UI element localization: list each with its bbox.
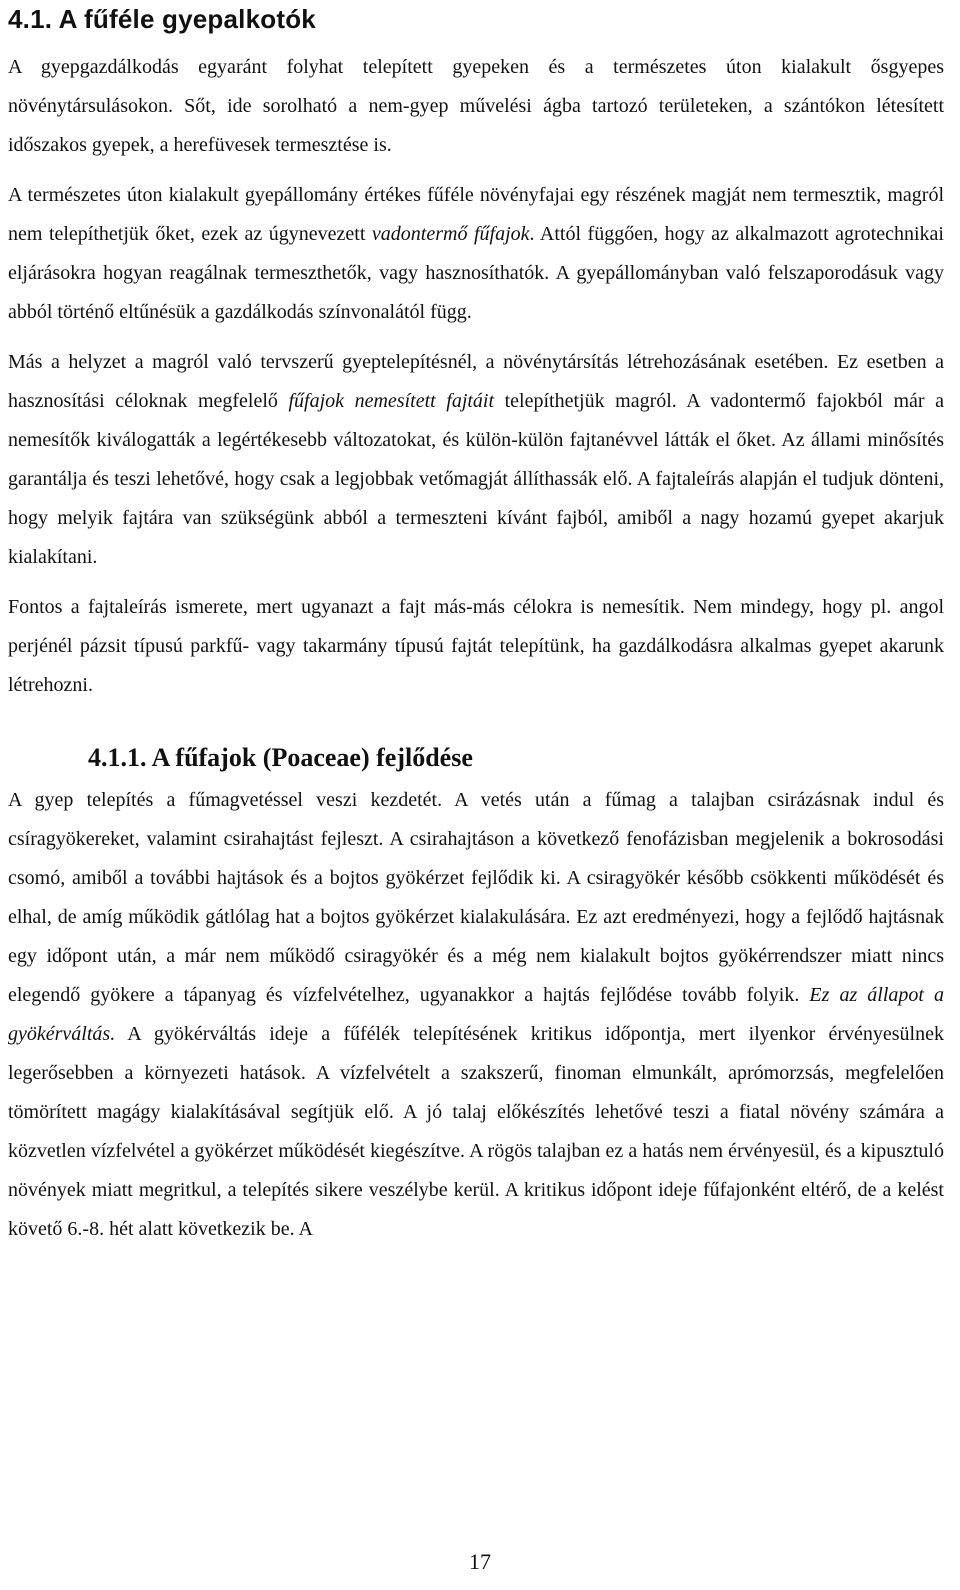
term-root-change: Ez az állapot a gyökérváltás. bbox=[8, 984, 945, 1045]
subsection-heading: 4.1.1. A fűfajok (Poaceae) fejlődése bbox=[88, 743, 473, 772]
paragraph-intro: A gyepgazdálkodás egyaránt folyhat telepített gyepeken és a természetes úton kialakult ősgyepes növénytársulásokon. Sőt, ide sorolható a nem-gyep művelési ágba tartozó területeken, a szántókon létesített időszakos gyepek, a herefüvesek termesztése is. bbox=[8, 56, 944, 156]
text-run: A gyep telepítés a fűmagvetéssel veszi kezdetét. A vetés után a fűmag a talajban csirázásnak indul és csíragyökereket, valamint csirahajtást fejleszt. A csirahajtáson a következő fenofázisban megjelenik a bokrosodási csomó, amiből a további hajtások és a bojtos gyökérzet fejlődik ki. A csiragyökér később csökkenti működését és elhal, de amíg működik gátlólag hat a bojtos gyökérzet kialakulására. Ez azt eredményezi, hogy a fejlődő hajtásnak egy időpont után, a már nem működő csiragyökér és a még nem kialakult bojtos gyökérrendszer miatt nincs elegendő gyökere a tápanyag és vízfelvételhez, ugyanakkor a hajtás fejlődése tovább folyik. bbox=[8, 789, 944, 1006]
paragraph-development bbox=[8, 781, 944, 1249]
term-wild-grasses: vadontermő fűfajok bbox=[371, 223, 530, 245]
paragraph-variety-description: Fontos a fajtaleírás ismerete, mert ugyanazt a fajt más-más célokra is nemesítik. Nem mindegy, hogy pl. angol perjénél pázsit típusú parkfű- vagy takarmány típusú fajtát telepítünk, ha gazdálkodásra alkalmas gyepet akarunk létrehozni. bbox=[8, 596, 944, 696]
section-heading: 4.1. A fűféle gyepalkotók bbox=[8, 4, 316, 34]
text-run: telepíthetjük magról. A vadontermő fajokból már a nemesítők kiválogatták a legértékesebb változatokat, és külön-külön fajtanévvel látták el őket. Az állami minősítés garantálja és teszi lehetővé, hogy csak a legjobbak vetőmagját állíthassák elő. A fajtaleírás alapján el tudjuk dönteni, hogy melyik fajtára van szükségünk abból a termeszteni kívánt fajból, amiből a nagy hozamú gyepet akarjuk kialakítani. bbox=[8, 390, 944, 568]
text-run: . Attól függően, hogy az alkalmazott agrotechnikai eljárásokra hogyan reagálnak termeszthetők, vagy hasznosíthatók. A gyepállományban való felszaporodásuk vagy abból történő eltűnésük a gazdálkodás színvonalától függ. bbox=[8, 223, 944, 323]
paragraph-bred-varieties bbox=[8, 343, 944, 577]
text-run: A gyökérváltás ideje a fűfélék telepítésének kritikus időpontja, mert ilyenkor érvényesülnek legerősebben a környezeti hatások. A vízfelvételt a szakszerű, finoman elmunkált, aprómorzsás, megfelelően tömörített magágy kialakításával segítjük elő. A jó talaj előkészítés lehetővé teszi a fiatal növény számára a közvetlen vízfelvétel a gyökérzet működését kiegészítve. A rögös talajban ez a hatás nem érvényesül, és a kipusztuló növények miatt megritkul, a telepítés sikere veszélybe kerül. A kritikus időpont ideje fűfajonként eltérő, de a kelést követő 6.-8. hét alatt következik be. A bbox=[8, 1023, 944, 1240]
text-run: A természetes úton kialakult gyepállomány értékes fűféle növényfajai egy részének magját nem termesztik, magról nem telepíthetjük őket, ezek az úgynevezett bbox=[8, 184, 944, 245]
paragraph-wild-species bbox=[8, 176, 944, 332]
text-run: Más a helyzet a magról való tervszerű gyeptelepítésnél, a növénytársítás létrehozásának esetében. Ez esetben a hasznosítási céloknak megfelelő bbox=[8, 351, 944, 412]
term-bred-varieties: fűfajok nemesített fajtáit bbox=[288, 390, 495, 412]
page-number: 17 bbox=[469, 1549, 491, 1574]
document-page bbox=[8, 0, 944, 1249]
